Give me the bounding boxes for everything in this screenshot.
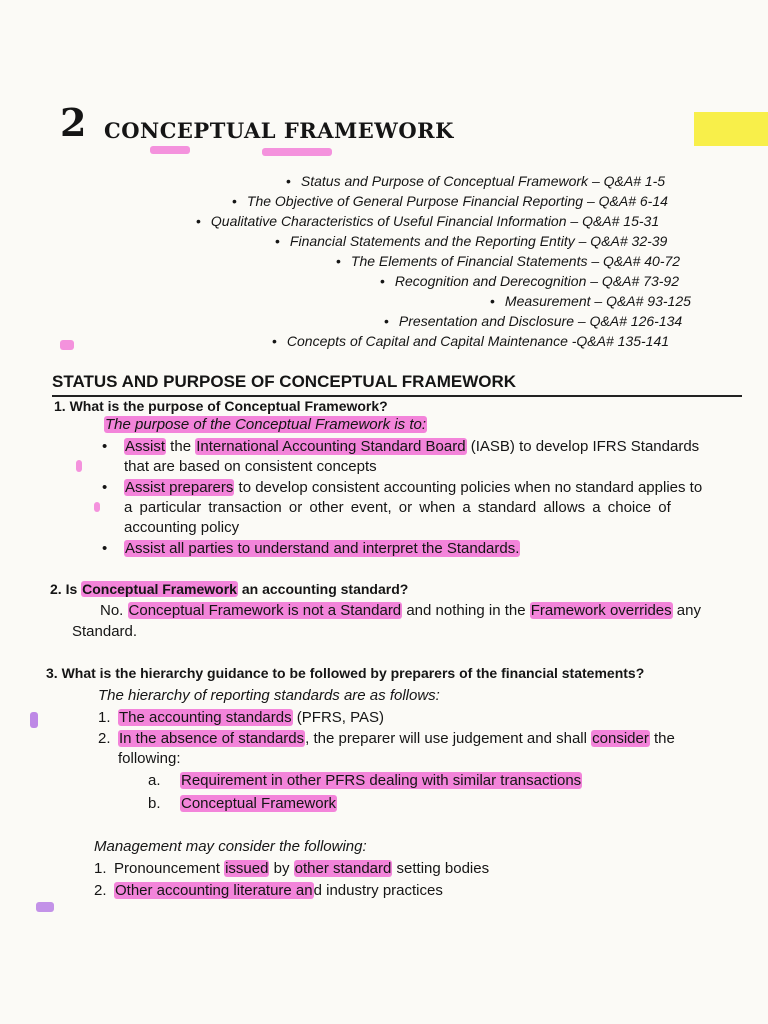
highlight-text: consider: [592, 730, 649, 747]
body-text: the: [166, 438, 196, 455]
q3-subitem-b: [148, 795, 337, 812]
highlight-text: The accounting standards: [119, 709, 292, 726]
bullet-icon: •: [196, 213, 201, 229]
body-text: setting bodies: [392, 860, 490, 877]
list-letter: b.: [148, 795, 161, 812]
body-text: , the preparer will use judgement and shall: [305, 730, 592, 747]
body-text: by: [269, 860, 294, 877]
body-text: and nothing in the: [402, 602, 530, 619]
toc-item: [380, 273, 679, 289]
body-text: (PFRS, PAS): [292, 709, 385, 726]
mgmt-intro: Management may consider the following:: [94, 838, 367, 855]
q3-intro: The hierarchy of reporting standards are as follows:: [98, 687, 440, 704]
highlight-text: Other accounting literature an: [115, 882, 313, 899]
highlight-text: In the absence of standards: [119, 730, 305, 747]
bullet-icon: •: [102, 540, 108, 557]
q3-item-2-cont: following:: [118, 750, 181, 767]
bullet-icon: •: [272, 333, 277, 349]
highlight-text: issued: [225, 860, 269, 877]
q3-item-2: [98, 730, 675, 747]
toc-item: [336, 253, 680, 269]
sticky-note: [694, 112, 768, 146]
q2-answer: [100, 602, 701, 619]
toc-item-label: Status and Purpose of Conceptual Framework – Q&A# 1-5: [300, 173, 666, 189]
highlight-mark: [60, 340, 74, 350]
body-text: Pronouncement: [114, 860, 225, 877]
q2-answer-cont: Standard.: [72, 623, 138, 640]
toc-item-label: Presentation and Disclosure – Q&A# 126-134: [398, 313, 683, 329]
q3-item-1: [98, 709, 384, 726]
bullet-icon: •: [232, 193, 237, 209]
list-number: 2.: [94, 882, 107, 899]
list-number: 1.: [98, 709, 111, 726]
highlight-mark: [36, 902, 54, 912]
toc-item: [384, 313, 682, 329]
list-letter: a.: [148, 772, 161, 789]
toc-item: [196, 213, 659, 229]
highlight-text: Requirement in other PFRS dealing with similar transactions: [181, 772, 582, 789]
toc-item-label: Financial Statements and the Reporting Entity – Q&A# 32-39: [289, 233, 668, 249]
question-2: [50, 581, 408, 597]
q1-bullet-1: [102, 438, 699, 455]
list-number: 1.: [94, 860, 107, 877]
body-text: d industry practices: [313, 882, 443, 899]
q1-intro-text: The purpose of the Conceptual Framework is to:: [105, 416, 426, 433]
toc-item-label: Measurement – Q&A# 93-125: [504, 293, 691, 309]
toc-item: [490, 293, 691, 309]
q1-bullet-2-cont: a particular transaction or other event, or when a standard allows a choice of: [124, 499, 671, 516]
q1-bullet-1-cont: that are based on consistent concepts: [124, 458, 377, 475]
toc-item-label: The Elements of Financial Statements – Q&A# 40-72: [350, 253, 681, 269]
highlight-text: Conceptual Framework is not a Standard: [128, 602, 402, 619]
q1-intro: [104, 416, 427, 433]
chapter-title: CONCEPTUAL FRAMEWORK: [104, 118, 454, 143]
body-text: No.: [100, 602, 128, 619]
toc-item: [232, 193, 668, 209]
toc-item: [272, 333, 669, 349]
highlight-text: other standard: [294, 860, 392, 877]
toc-item: [286, 173, 665, 189]
body-text: the: [649, 730, 675, 747]
body-text: any: [672, 602, 701, 619]
bullet-icon: •: [102, 438, 108, 455]
chapter-number: 2: [60, 100, 87, 145]
body-text: to develop consistent accounting policies when no standard applies to: [234, 479, 703, 496]
section-rule: [52, 395, 742, 397]
question-1: 1. What is the purpose of Conceptual Framework?: [54, 398, 388, 414]
highlight-mark: [76, 460, 82, 472]
bullet-icon: •: [275, 233, 280, 249]
bullet-icon: •: [384, 313, 389, 329]
highlight-mark: [150, 146, 190, 154]
question-text: an accounting standard?: [237, 581, 409, 597]
question-3: 3. What is the hierarchy guidance to be followed by preparers of the financial statements?: [46, 665, 645, 681]
list-number: 2.: [98, 730, 111, 747]
toc-item-label: Recognition and Derecognition – Q&A# 73-92: [394, 273, 679, 289]
bullet-icon: •: [286, 173, 291, 189]
q1-bullet-3: [102, 540, 520, 557]
bullet-icon: •: [336, 253, 341, 269]
highlight-text: Conceptual Framework: [82, 581, 237, 597]
toc-item: [275, 233, 667, 249]
highlight-text: Assist preparers: [125, 479, 234, 496]
q1-bullet-2-cont: accounting policy: [124, 519, 240, 536]
bullet-icon: •: [380, 273, 385, 289]
question-text: 2. Is: [50, 581, 82, 597]
highlight-mark: [94, 502, 100, 512]
highlight-text: Assist all parties to understand and interpret the Standards.: [125, 540, 520, 557]
bullet-icon: •: [490, 293, 495, 309]
bullet-icon: •: [102, 479, 108, 496]
toc-item-label: Qualitative Characteristics of Useful Financial Information – Q&A# 15-31: [210, 213, 660, 229]
highlight-mark: [30, 712, 38, 728]
section-heading: STATUS AND PURPOSE OF CONCEPTUAL FRAMEWORK: [52, 372, 517, 391]
highlight-text: Conceptual Framework: [181, 795, 337, 812]
toc-item-label: The Objective of General Purpose Financial Reporting – Q&A# 6-14: [246, 193, 668, 209]
highlight-text: Assist: [125, 438, 166, 455]
q1-bullet-2: [102, 479, 702, 496]
body-text: (IASB) to develop IFRS Standards: [466, 438, 700, 455]
toc-item-label: Concepts of Capital and Capital Maintenance -Q&A# 135-141: [286, 333, 670, 349]
mgmt-item-1: [94, 860, 489, 877]
highlight-text: Framework overrides: [530, 602, 672, 619]
mgmt-item-2: [94, 882, 443, 899]
highlight-text: International Accounting Standard Board: [196, 438, 466, 455]
q3-subitem-a: [148, 772, 582, 789]
highlight-mark: [262, 148, 332, 156]
